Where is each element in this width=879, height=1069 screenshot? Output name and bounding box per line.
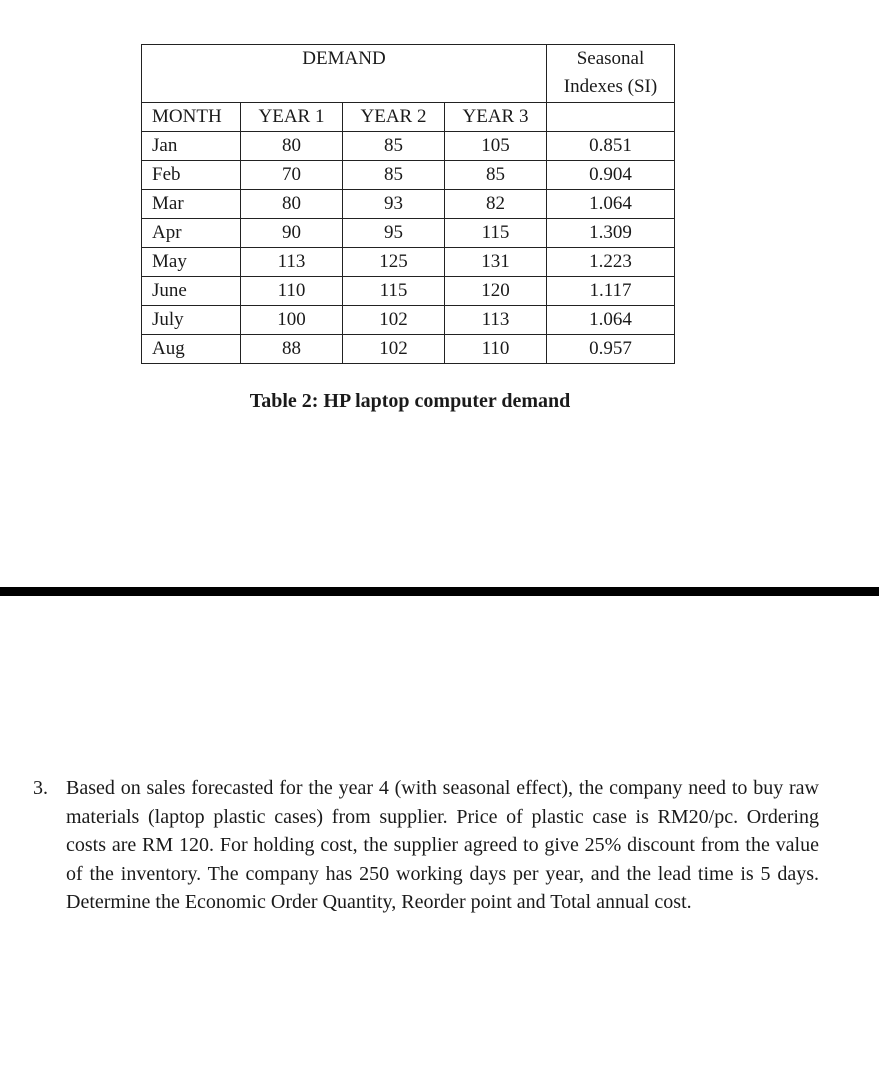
year3-cell: 115 xyxy=(445,219,547,248)
si-cell: 1.223 xyxy=(547,248,675,277)
table-caption: Table 2: HP laptop computer demand xyxy=(249,390,571,412)
seasonal-index-header-line2: Indexes (SI) xyxy=(563,76,658,97)
year2-cell: 93 xyxy=(343,190,445,219)
column-header-year1: YEAR 1 xyxy=(241,103,343,132)
si-cell: 1.117 xyxy=(547,277,675,306)
month-cell: May xyxy=(142,248,241,277)
table-row xyxy=(142,132,675,161)
year2-cell: 115 xyxy=(343,277,445,306)
question-number: 3. xyxy=(33,777,48,799)
year1-cell: 70 xyxy=(241,161,343,190)
year3-cell: 113 xyxy=(445,306,547,335)
table-row xyxy=(142,306,675,335)
month-cell: Mar xyxy=(142,190,241,219)
year1-cell: 90 xyxy=(241,219,343,248)
table-body xyxy=(142,132,675,364)
si-cell: 0.851 xyxy=(547,132,675,161)
si-cell: 0.957 xyxy=(547,335,675,364)
si-cell: 1.309 xyxy=(547,219,675,248)
table-row xyxy=(142,335,675,364)
column-header-si-empty xyxy=(547,103,675,132)
month-cell: Jan xyxy=(142,132,241,161)
month-cell: July xyxy=(142,306,241,335)
page-divider xyxy=(0,587,879,596)
question-block xyxy=(33,774,819,917)
table-header-row-top xyxy=(142,45,675,103)
column-header-year2: YEAR 2 xyxy=(343,103,445,132)
table-header-row-columns xyxy=(142,103,675,132)
si-cell: 0.904 xyxy=(547,161,675,190)
si-cell: 1.064 xyxy=(547,306,675,335)
table-row xyxy=(142,277,675,306)
table-row xyxy=(142,248,675,277)
demand-header: DEMAND xyxy=(142,45,547,103)
year2-cell: 102 xyxy=(343,306,445,335)
year3-cell: 82 xyxy=(445,190,547,219)
year3-cell: 120 xyxy=(445,277,547,306)
year2-cell: 102 xyxy=(343,335,445,364)
month-cell: Feb xyxy=(142,161,241,190)
year1-cell: 110 xyxy=(241,277,343,306)
year1-cell: 113 xyxy=(241,248,343,277)
column-header-year3: YEAR 3 xyxy=(445,103,547,132)
question-text: Based on sales forecasted for the year 4 (with seasonal effect), the company need to buy raw materials (laptop plastic cases) from supplier. Price of plastic case is RM20/pc. Ordering costs are RM 120. For holding cost, the supplier agreed to give 25% discount from the value of the inventory. The company has 250 working days per year, and the lead time is 5 days. Determine the Economic Order Quantity, Reorder point and Total annual cost. xyxy=(66,777,819,913)
year2-cell: 95 xyxy=(343,219,445,248)
demand-table xyxy=(141,44,675,364)
table-row xyxy=(142,219,675,248)
seasonal-index-header-line1: Seasonal xyxy=(576,48,645,69)
year2-cell: 85 xyxy=(343,132,445,161)
year3-cell: 110 xyxy=(445,335,547,364)
year1-cell: 80 xyxy=(241,132,343,161)
year1-cell: 88 xyxy=(241,335,343,364)
year3-cell: 105 xyxy=(445,132,547,161)
year2-cell: 125 xyxy=(343,248,445,277)
year3-cell: 131 xyxy=(445,248,547,277)
seasonal-index-header xyxy=(547,45,675,103)
si-cell: 1.064 xyxy=(547,190,675,219)
year1-cell: 80 xyxy=(241,190,343,219)
year3-cell: 85 xyxy=(445,161,547,190)
month-cell: Apr xyxy=(142,219,241,248)
month-cell: June xyxy=(142,277,241,306)
table-row xyxy=(142,190,675,219)
year2-cell: 85 xyxy=(343,161,445,190)
table-row xyxy=(142,161,675,190)
year1-cell: 100 xyxy=(241,306,343,335)
month-cell: Aug xyxy=(142,335,241,364)
column-header-month: MONTH xyxy=(142,103,241,132)
